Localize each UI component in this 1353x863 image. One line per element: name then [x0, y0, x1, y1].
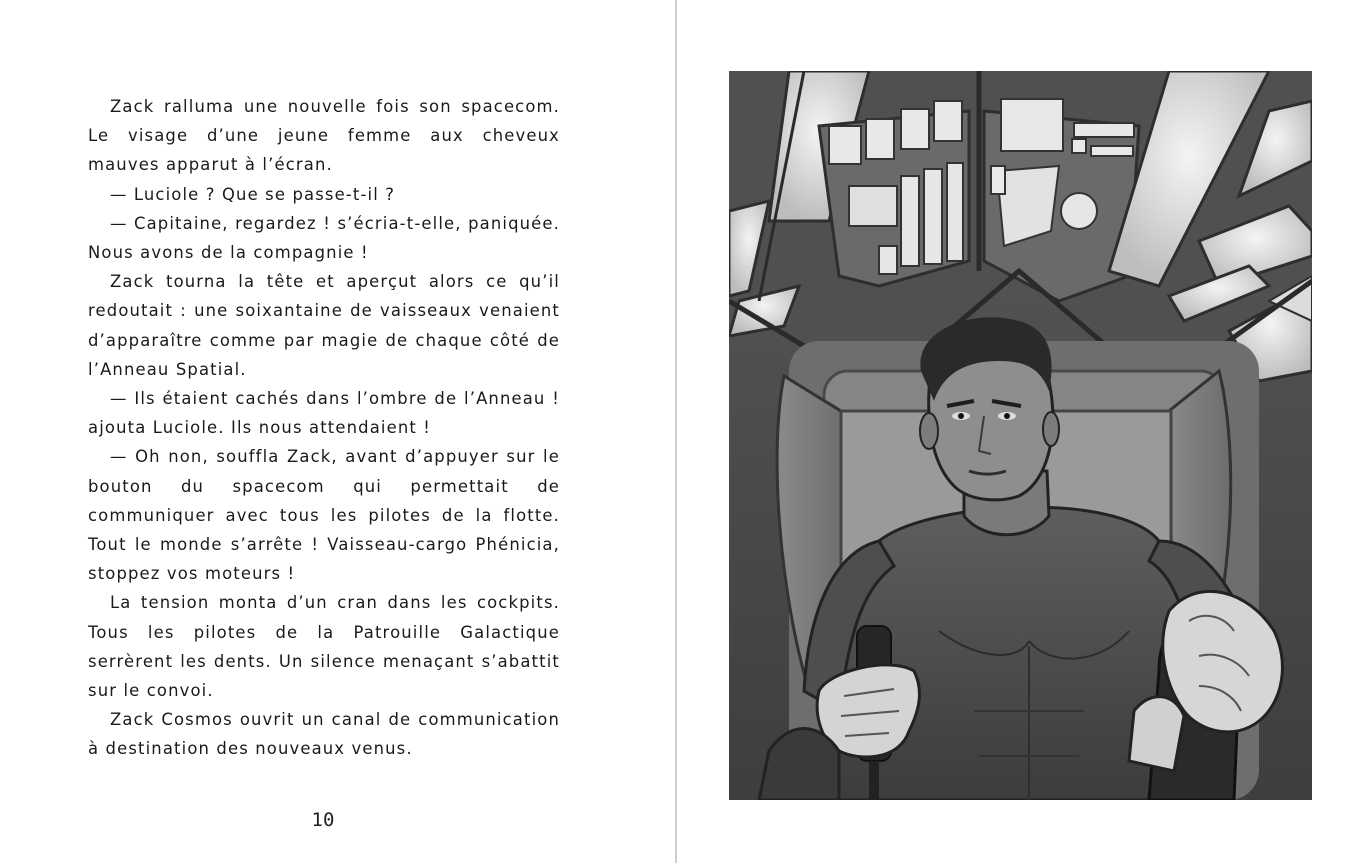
- left-page: [0, 0, 675, 863]
- paragraph-2: — Luciole ? Que se passe-t-il ?: [110, 184, 396, 204]
- paragraph-4: Zack tourna la tête et aperçut alors ce qu’il redoutait : une soixantaine de vaisseaux venaient d’apparaître comme par magie de chaque côté de l’Anneau Spatial.: [88, 272, 560, 379]
- page-number: 10: [311, 809, 335, 831]
- right-page: [677, 0, 1353, 863]
- paragraph-3: — Capitaine, regardez ! s’écria-t-elle, paniquée. Nous avons de la compagnie !: [88, 213, 560, 263]
- paragraph-7: La tension monta d’un cran dans les cockpits. Tous les pilotes de la Patrouille Galactique serrèrent les dents. Un silence menaçant s’abattit sur le convoi.: [88, 593, 560, 701]
- paragraph-6: — Oh non, souffla Zack, avant d’appuyer sur le bouton du spacecom qui permettait de communiquer avec tous les pilotes de la flotte. Tout le monde s’arrête ! Vaisseau-cargo Phénicia, stoppez vos moteurs !: [88, 447, 560, 584]
- paragraph-5: — Ils étaient cachés dans l’ombre de l’Anneau ! ajouta Luciole. Ils nous attendaient !: [88, 389, 560, 438]
- story-text: [88, 92, 560, 764]
- paragraph-8: Zack Cosmos ouvrit un canal de communication à destination des nouveaux venus.: [88, 710, 560, 759]
- cockpit-pilot-illustration: [729, 71, 1312, 800]
- paragraph-1: Zack ralluma une nouvelle fois son spacecom. Le visage d’une jeune femme aux cheveux mauves apparut à l’écran.: [88, 97, 560, 175]
